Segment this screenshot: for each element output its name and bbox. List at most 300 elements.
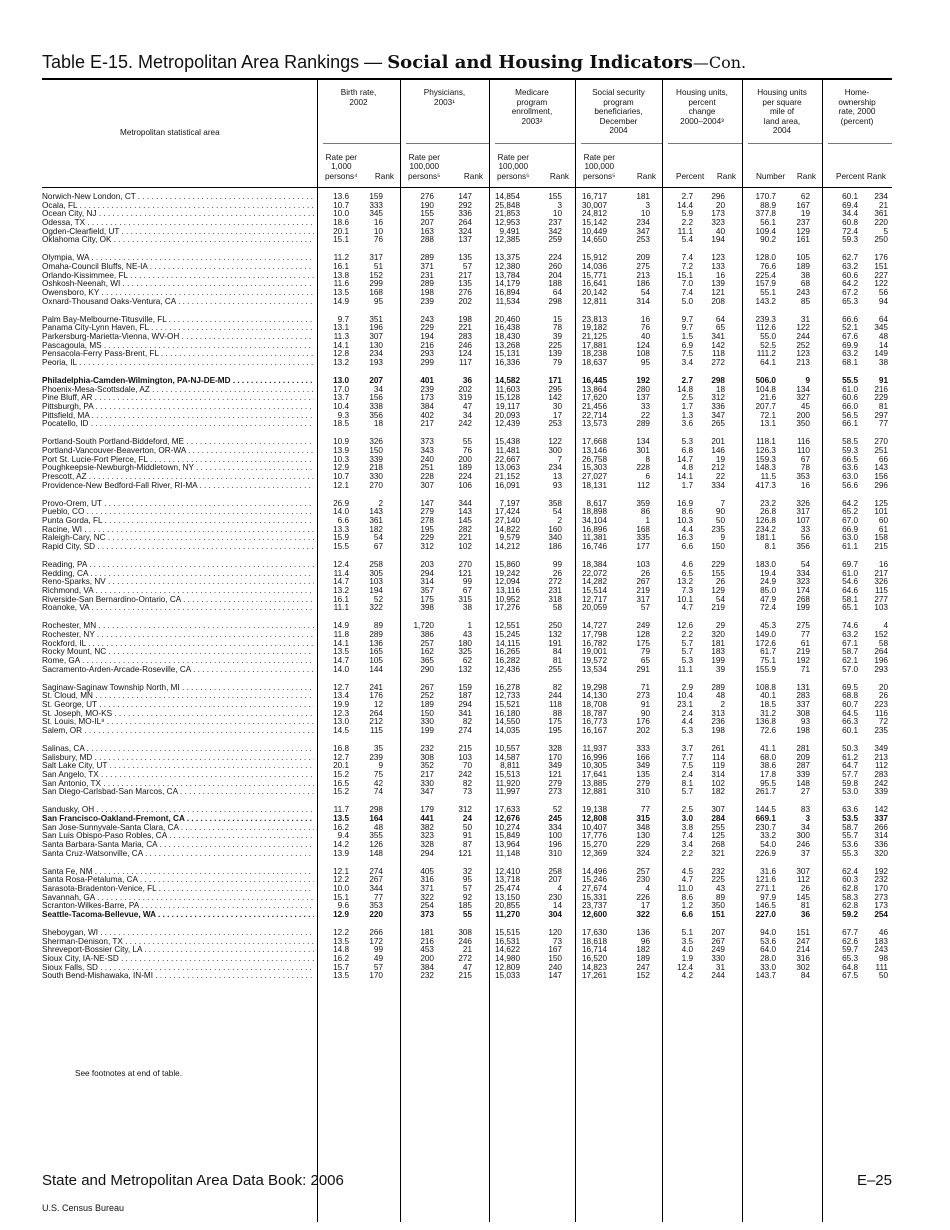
value-cell: 60.1 bbox=[842, 192, 858, 201]
value-cell: 10,407 bbox=[581, 822, 607, 832]
area-name: Reno-Sparks, NV . . . bbox=[42, 578, 314, 587]
rank-cell: 193 bbox=[369, 357, 383, 367]
value-cell: 3.0 bbox=[681, 814, 693, 824]
rank-cell: 38 bbox=[878, 357, 888, 367]
value-cell: 11.7 bbox=[333, 805, 349, 815]
rank-cell: 246 bbox=[796, 840, 810, 849]
value-cell: 50.3 bbox=[842, 744, 858, 754]
value-cell: 12.4 bbox=[333, 560, 349, 570]
value-cell: 147 bbox=[420, 498, 434, 508]
area-name: Orlando-Kissimmee, FL . . . bbox=[42, 272, 314, 281]
rank-cell: 330 bbox=[369, 471, 383, 481]
rank-cell: 251 bbox=[874, 446, 888, 456]
value-cell: 23.2 bbox=[760, 498, 776, 508]
rank-cell: 334 bbox=[548, 822, 562, 832]
rank-cell: 194 bbox=[711, 235, 725, 245]
value-cell: 14.0 bbox=[333, 664, 349, 674]
value-cell: 136.8 bbox=[755, 717, 776, 727]
rank-cell: 110 bbox=[796, 446, 810, 456]
rank-cell: 199 bbox=[711, 655, 725, 665]
rank-cell: 264 bbox=[458, 217, 472, 227]
rank-cell: 187 bbox=[458, 691, 472, 701]
value-cell: 28.0 bbox=[760, 954, 776, 964]
value-cell: 347 bbox=[420, 787, 434, 797]
value-cell: 2.5 bbox=[681, 805, 693, 815]
rank-cell: 66 bbox=[878, 454, 888, 464]
rank-cell: 244 bbox=[548, 691, 562, 701]
value-cell: 14.0 bbox=[333, 507, 349, 517]
value-cell: 13.0 bbox=[333, 717, 349, 727]
table-row bbox=[42, 911, 892, 920]
value-cell: 60.8 bbox=[842, 217, 858, 227]
rank-cell: 105 bbox=[796, 253, 810, 263]
column-header bbox=[575, 80, 662, 187]
rank-cell: 99 bbox=[373, 945, 383, 955]
rank-cell: 150 bbox=[548, 954, 562, 964]
value-cell: 24.9 bbox=[760, 577, 776, 587]
value-cell: 13.2 bbox=[333, 357, 349, 367]
area-name: Rocky Mount, NC . . . bbox=[42, 648, 314, 657]
column-title-line: 2003² bbox=[521, 116, 543, 126]
rank-cell: 102 bbox=[458, 541, 472, 551]
value-cell: 13,573 bbox=[581, 419, 607, 429]
value-cell: 95.5 bbox=[760, 778, 776, 788]
area-name: Pittsfield, MA . . . bbox=[42, 412, 314, 421]
value-cell: 33.0 bbox=[760, 962, 776, 972]
value-cell: 61.1 bbox=[842, 541, 858, 551]
value-cell: 14,854 bbox=[494, 192, 520, 201]
value-cell: 25,848 bbox=[494, 200, 520, 210]
rank-cell: 236 bbox=[711, 717, 725, 727]
value-cell: 27,140 bbox=[494, 516, 520, 525]
rank-cell: 220 bbox=[369, 909, 383, 919]
value-cell: 12,380 bbox=[494, 261, 520, 271]
value-cell: 15,033 bbox=[494, 971, 520, 981]
value-cell: 15.1 bbox=[333, 892, 349, 902]
rank-cell: 134 bbox=[636, 437, 650, 447]
rank-cell: 314 bbox=[874, 831, 888, 841]
value-cell: 14,282 bbox=[581, 577, 607, 587]
value-cell: 13,718 bbox=[494, 875, 520, 885]
table-row bbox=[42, 727, 892, 736]
value-cell: 20,142 bbox=[581, 287, 607, 297]
value-cell: 6.6 bbox=[681, 909, 693, 919]
rank-cell: 15 bbox=[552, 314, 562, 324]
value-cell: 365 bbox=[420, 655, 434, 665]
area-name: Sarasota-Bradenton-Venice, FL . . . bbox=[42, 885, 314, 894]
value-cell: 12,809 bbox=[494, 962, 520, 972]
area-name: Rochester, NY . . . bbox=[42, 631, 314, 640]
value-cell: 72.1 bbox=[760, 410, 776, 420]
rank-cell: 272 bbox=[458, 954, 472, 964]
value-cell: 7.5 bbox=[681, 761, 693, 771]
value-cell: 14,496 bbox=[581, 866, 607, 876]
value-cell: 11,381 bbox=[582, 533, 607, 543]
value-cell: 7.0 bbox=[681, 279, 693, 289]
column-title-line: beneficiaries, bbox=[594, 107, 643, 117]
rank-cell: 326 bbox=[874, 577, 888, 587]
rank-cell: 124 bbox=[458, 349, 472, 359]
rank-cell: 166 bbox=[636, 752, 650, 762]
rank-cell: 2 bbox=[378, 498, 383, 508]
rank-cell: 353 bbox=[796, 471, 810, 481]
rank-cell: 232 bbox=[874, 875, 888, 885]
rank-cell: 98 bbox=[878, 954, 888, 964]
rank-cell: 361 bbox=[874, 209, 888, 219]
rank-cell: 295 bbox=[548, 384, 562, 394]
rank-cell: 115 bbox=[369, 725, 383, 735]
value-cell: 278 bbox=[420, 516, 434, 525]
rank-cell: 122 bbox=[874, 279, 888, 289]
value-cell: 19,182 bbox=[581, 323, 607, 333]
value-cell: 8,811 bbox=[500, 761, 520, 771]
rank-cell: 133 bbox=[711, 261, 725, 271]
value-cell: 16,531 bbox=[494, 936, 520, 946]
rank-cell: 318 bbox=[548, 594, 562, 604]
value-cell: 17,881 bbox=[581, 340, 607, 350]
rank-cell: 139 bbox=[548, 349, 562, 359]
value-cell: 62.1 bbox=[842, 655, 858, 665]
value-cell: 21,853 bbox=[494, 209, 520, 219]
value-cell: 8.6 bbox=[681, 507, 693, 517]
rank-cell: 33 bbox=[640, 401, 650, 411]
row-group bbox=[42, 438, 892, 490]
value-cell: 16,265 bbox=[494, 647, 520, 657]
rank-cell: 135 bbox=[636, 770, 650, 780]
rank-cell: 74 bbox=[373, 787, 383, 797]
column-title-line: per square bbox=[762, 97, 802, 107]
value-cell: 64.6 bbox=[842, 585, 858, 595]
value-cell: 271.1 bbox=[755, 884, 776, 894]
rank-cell: 359 bbox=[636, 498, 650, 508]
title-prefix: Table E-15. Metropolitan Area Rankings — bbox=[42, 52, 388, 72]
rank-cell: 208 bbox=[711, 296, 725, 306]
area-name: Salisbury, MD . . . bbox=[42, 754, 314, 763]
rank-cell: 186 bbox=[548, 541, 562, 551]
rank-cell: 264 bbox=[369, 708, 383, 718]
value-cell: 11,481 bbox=[495, 446, 520, 456]
column-unit-line: Percent bbox=[676, 171, 705, 181]
value-cell: 17,261 bbox=[581, 971, 607, 981]
value-cell: 47.9 bbox=[760, 594, 776, 604]
area-name: Raleigh-Cary, NC . . . bbox=[42, 534, 314, 543]
rank-cell: 192 bbox=[874, 866, 888, 876]
value-cell: 12.9 bbox=[333, 463, 349, 473]
area-name: Peoria, IL . . . bbox=[42, 359, 314, 368]
value-cell: 228 bbox=[420, 471, 434, 481]
value-cell: 316 bbox=[420, 875, 434, 885]
column-unit-line: Rate per bbox=[408, 152, 440, 162]
value-cell: 121.6 bbox=[755, 875, 776, 885]
rank-cell: 172 bbox=[369, 936, 383, 946]
column-title-line: 2000–2004³ bbox=[680, 116, 724, 126]
value-cell: 11,148 bbox=[495, 848, 520, 858]
rank-cell: 151 bbox=[874, 261, 888, 271]
value-cell: 14.7 bbox=[677, 454, 693, 464]
value-cell: 4.7 bbox=[681, 603, 693, 613]
rank-cell: 198 bbox=[458, 314, 472, 324]
rank-cell: 234 bbox=[369, 349, 383, 359]
area-name: Ocala, FL . . . bbox=[42, 202, 314, 211]
value-cell: 13.5 bbox=[333, 971, 349, 981]
rank-cell: 52 bbox=[552, 805, 562, 815]
rank-cell: 152 bbox=[636, 971, 650, 981]
value-cell: 26.8 bbox=[760, 507, 776, 517]
value-cell: 10.0 bbox=[333, 884, 349, 894]
rank-cell: 217 bbox=[458, 270, 472, 280]
value-cell: 3.5 bbox=[681, 936, 693, 946]
rank-cell: 170 bbox=[548, 752, 562, 762]
value-cell: 172.6 bbox=[755, 638, 776, 648]
value-cell: 12.4 bbox=[677, 962, 693, 972]
rank-cell: 298 bbox=[548, 296, 562, 306]
rank-cell: 7 bbox=[720, 498, 725, 508]
value-cell: 330 bbox=[420, 778, 434, 788]
rank-cell: 155 bbox=[711, 568, 725, 578]
rank-cell: 239 bbox=[369, 752, 383, 762]
value-cell: 31.6 bbox=[760, 866, 776, 876]
rank-cell: 234 bbox=[548, 463, 562, 473]
rank-cell: 265 bbox=[711, 419, 725, 429]
rank-cell: 7 bbox=[557, 454, 562, 464]
rank-cell: 287 bbox=[796, 761, 810, 771]
value-cell: 15,912 bbox=[581, 253, 607, 263]
value-cell: 59.7 bbox=[842, 945, 858, 955]
rank-cell: 102 bbox=[711, 778, 725, 788]
row-group bbox=[42, 868, 892, 920]
rank-cell: 314 bbox=[636, 296, 650, 306]
rank-cell: 230 bbox=[636, 875, 650, 885]
rank-cell: 234 bbox=[874, 192, 888, 201]
area-name: Salt Lake City, UT . . . bbox=[42, 762, 314, 771]
rank-cell: 64 bbox=[715, 314, 725, 324]
value-cell: 109.4 bbox=[755, 226, 776, 236]
rank-cell: 64 bbox=[552, 287, 562, 297]
rank-cell: 54 bbox=[640, 287, 650, 297]
value-cell: 16,445 bbox=[581, 376, 607, 386]
value-cell: 175 bbox=[420, 594, 434, 604]
value-cell: 14.1 bbox=[333, 340, 349, 350]
value-cell: 382 bbox=[420, 822, 434, 832]
rank-cell: 314 bbox=[711, 770, 725, 780]
rank-cell: 26 bbox=[878, 691, 888, 701]
value-cell: 398 bbox=[420, 603, 434, 613]
value-cell: 2.4 bbox=[681, 708, 693, 718]
rank-cell: 266 bbox=[874, 822, 888, 832]
rank-cell: 252 bbox=[796, 340, 810, 350]
rank-cell: 223 bbox=[874, 700, 888, 710]
value-cell: 17,641 bbox=[581, 770, 607, 780]
value-cell: 1.7 bbox=[681, 480, 693, 490]
rank-cell: 2 bbox=[557, 516, 562, 525]
value-cell: 53.6 bbox=[842, 840, 858, 849]
rank-cell: 275 bbox=[796, 621, 810, 631]
rank-cell: 213 bbox=[636, 270, 650, 280]
rank-cell: 243 bbox=[796, 287, 810, 297]
column-title-line: December bbox=[599, 116, 638, 126]
rank-cell: 307 bbox=[711, 805, 725, 815]
value-cell: 8.1 bbox=[681, 778, 693, 788]
value-cell: 60.1 bbox=[842, 725, 858, 735]
rank-cell: 322 bbox=[369, 603, 383, 613]
value-cell: 16,996 bbox=[581, 752, 607, 762]
rank-cell: 226 bbox=[636, 892, 650, 902]
value-cell: 17,776 bbox=[581, 831, 607, 841]
value-cell: 58.7 bbox=[842, 647, 858, 657]
rank-cell: 340 bbox=[548, 533, 562, 543]
value-cell: 2.7 bbox=[681, 376, 693, 386]
rank-cell: 152 bbox=[874, 630, 888, 640]
value-cell: 226.9 bbox=[755, 848, 776, 858]
rank-cell: 270 bbox=[458, 560, 472, 570]
value-cell: 57.0 bbox=[842, 664, 858, 674]
area-name: Salinas, CA . . . bbox=[42, 745, 314, 754]
rank-cell: 168 bbox=[636, 524, 650, 534]
value-cell: 254 bbox=[420, 901, 434, 911]
rank-cell: 43 bbox=[462, 630, 472, 640]
rank-cell: 88 bbox=[552, 708, 562, 718]
value-cell: 330 bbox=[420, 717, 434, 727]
rank-cell: 310 bbox=[636, 787, 650, 797]
value-cell: 19,242 bbox=[494, 568, 520, 578]
rank-cell: 176 bbox=[369, 691, 383, 701]
area-name: Salem, OR . . . bbox=[42, 727, 314, 736]
rank-cell: 95 bbox=[373, 296, 383, 306]
value-cell: 12,953 bbox=[494, 217, 520, 227]
value-cell: 54.0 bbox=[760, 840, 776, 849]
rank-cell: 182 bbox=[711, 787, 725, 797]
rank-cell: 345 bbox=[369, 209, 383, 219]
rank-cell: 221 bbox=[458, 533, 472, 543]
value-cell: 234.2 bbox=[755, 524, 776, 534]
area-name: Portland-Vancouver-Beaverton, OR-WA . . . bbox=[42, 447, 314, 456]
rank-cell: 320 bbox=[874, 848, 888, 858]
rank-cell: 228 bbox=[636, 463, 650, 473]
value-cell: 4.4 bbox=[681, 717, 693, 727]
value-cell: 322 bbox=[420, 892, 434, 902]
value-cell: 11,920 bbox=[495, 778, 520, 788]
area-name: Pensacola-Ferry Pass-Brent, FL . . . bbox=[42, 350, 314, 359]
value-cell: 69.9 bbox=[842, 340, 858, 350]
rank-cell: 221 bbox=[458, 323, 472, 333]
value-cell: 126.8 bbox=[755, 516, 776, 525]
value-cell: 384 bbox=[420, 962, 434, 972]
rank-cell: 249 bbox=[636, 621, 650, 631]
value-cell: 4.4 bbox=[681, 524, 693, 534]
value-cell: 14,035 bbox=[494, 725, 520, 735]
area-name: Rochester, MN . . . bbox=[42, 622, 314, 631]
area-name: Palm Bay-Melbourne-Titusville, FL . . . bbox=[42, 316, 314, 325]
footer-source: U.S. Census Bureau bbox=[42, 1203, 125, 1213]
rank-cell: 137 bbox=[458, 235, 472, 245]
value-cell: 15,128 bbox=[494, 393, 520, 403]
value-cell: 55.0 bbox=[760, 331, 776, 341]
value-cell: 112.6 bbox=[756, 323, 776, 333]
rank-cell: 229 bbox=[711, 560, 725, 570]
value-cell: 16.1 bbox=[333, 261, 349, 271]
value-cell: 94.0 bbox=[760, 928, 776, 938]
rank-cell: 76 bbox=[462, 446, 472, 456]
value-cell: 55.5 bbox=[842, 376, 858, 386]
rank-cell: 355 bbox=[369, 831, 383, 841]
value-cell: 62.6 bbox=[842, 936, 858, 946]
value-cell: 15,331 bbox=[581, 892, 607, 902]
value-cell: 64.2 bbox=[842, 498, 858, 508]
rank-cell: 48 bbox=[715, 691, 725, 701]
value-cell: 155.9 bbox=[755, 664, 776, 674]
rank-cell: 16 bbox=[373, 217, 383, 227]
area-name: Sacramento-Arden-Arcade-Roseville, CA . . . bbox=[42, 666, 314, 675]
rank-cell: 82 bbox=[552, 682, 562, 692]
rank-cell: 183 bbox=[874, 936, 888, 946]
value-cell: 63.2 bbox=[842, 261, 858, 271]
value-cell: 1,720 bbox=[413, 621, 434, 631]
rank-cell: 253 bbox=[636, 235, 650, 245]
value-cell: 63.6 bbox=[842, 805, 858, 815]
rank-cell: 18 bbox=[373, 419, 383, 429]
rank-cell: 22 bbox=[715, 471, 725, 481]
value-cell: 14,212 bbox=[494, 541, 520, 551]
value-cell: 11.5 bbox=[760, 471, 776, 481]
rank-cell: 308 bbox=[458, 928, 472, 938]
column-unit-line: persons⁵ bbox=[583, 171, 616, 181]
value-cell: 18,898 bbox=[581, 507, 607, 517]
column-title-line: mile of bbox=[769, 107, 795, 117]
value-cell: 225.4 bbox=[755, 270, 776, 280]
rank-cell: 185 bbox=[458, 901, 472, 911]
value-cell: 58.3 bbox=[842, 892, 858, 902]
rank-cell: 67 bbox=[462, 585, 472, 595]
value-cell: 1.3 bbox=[681, 410, 693, 420]
rank-cell: 38 bbox=[462, 603, 472, 613]
value-cell: 12,808 bbox=[581, 814, 607, 824]
value-cell: 9,579 bbox=[499, 533, 520, 543]
rank-cell: 159 bbox=[458, 682, 472, 692]
rank-cell: 24 bbox=[462, 814, 472, 824]
table-row bbox=[42, 482, 892, 491]
value-cell: 13,864 bbox=[581, 384, 607, 394]
area-name: Shreveport-Bossier City, LA . . . bbox=[42, 946, 314, 955]
rank-header: Rank bbox=[463, 172, 483, 181]
value-cell: 17,798 bbox=[581, 630, 607, 640]
area-name: Savannah, GA . . . bbox=[42, 894, 314, 903]
rank-cell: 85 bbox=[800, 296, 810, 306]
rank-cell: 22 bbox=[640, 410, 650, 420]
column-header bbox=[822, 80, 892, 187]
value-cell: 60.3 bbox=[842, 875, 858, 885]
rank-cell: 149 bbox=[874, 349, 888, 359]
value-cell: 56.6 bbox=[842, 480, 858, 490]
rank-cell: 167 bbox=[548, 945, 562, 955]
value-cell: 23.1 bbox=[677, 700, 693, 710]
value-cell: 14,622 bbox=[494, 945, 520, 955]
area-name: Norwich-New London, CT . . . bbox=[42, 193, 314, 202]
rank-cell: 334 bbox=[711, 480, 725, 490]
rank-cell: 57 bbox=[462, 261, 472, 271]
value-cell: 16,714 bbox=[581, 945, 607, 955]
value-cell: 9.7 bbox=[337, 314, 349, 324]
rank-cell: 319 bbox=[458, 393, 472, 403]
column-unit-line: 1,000 bbox=[331, 162, 352, 171]
value-cell: 6.6 bbox=[337, 516, 349, 525]
value-cell: 13,885 bbox=[581, 778, 607, 788]
rank-cell: 9 bbox=[805, 376, 810, 386]
rank-cell: 3 bbox=[557, 200, 562, 210]
rank-cell: 50 bbox=[462, 822, 472, 832]
value-cell: 373 bbox=[420, 437, 434, 447]
rank-cell: 142 bbox=[874, 805, 888, 815]
rank-cell: 207 bbox=[711, 928, 725, 938]
